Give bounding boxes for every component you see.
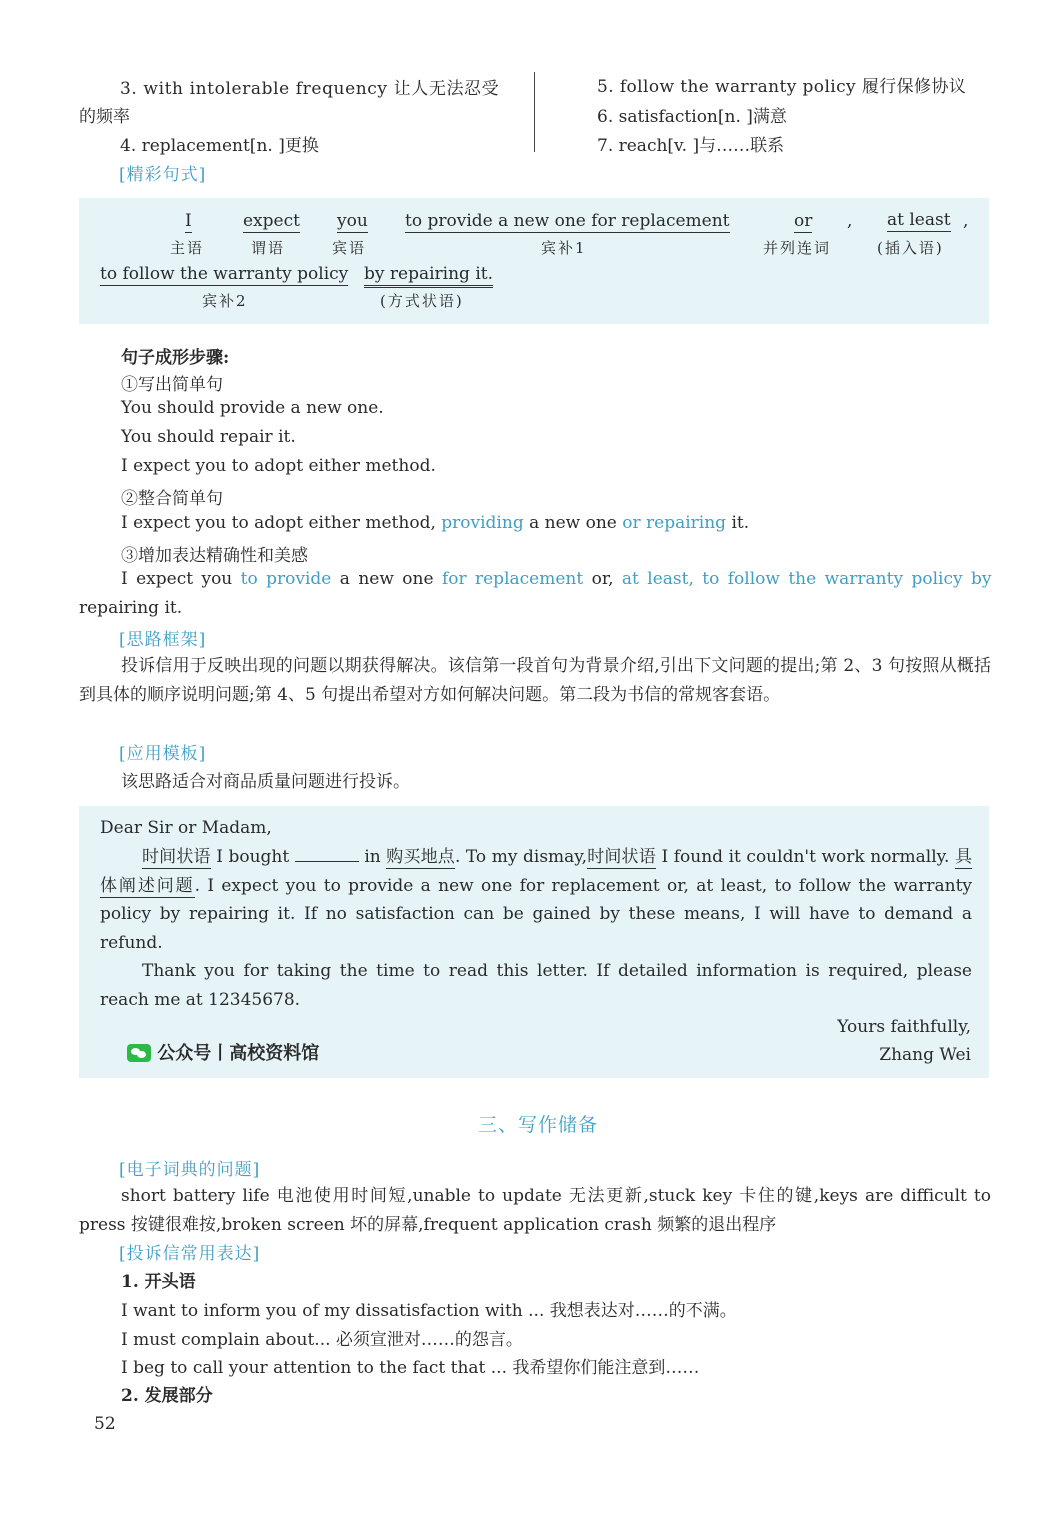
letter-p1-c: . To my dismay, <box>454 847 588 867</box>
word-to-follow: to follow the warranty policy <box>100 264 349 284</box>
comma-2: , <box>963 211 969 231</box>
vocab-item-6: 6. satisfaction[n. ]满意 <box>597 107 787 127</box>
placeholder-time-2: 时间状语 <box>587 847 656 867</box>
heading-dictionary-problems: [电子词典的问题] <box>119 1160 261 1180</box>
expr-item-3: I beg to call your attention to the fact that ... 我希望你们能注意到…… <box>121 1358 700 1378</box>
step-3-title: ③增加表达精确性和美感 <box>121 546 308 566</box>
final-part-2: to provide <box>240 569 332 589</box>
combined-part-b: providing <box>441 513 524 533</box>
vocab-item-4: 4. replacement[n. ]更换 <box>120 136 319 156</box>
simple-sentence-3: I expect you to adopt either method. <box>121 456 436 476</box>
final-part-7: to follow the warranty policy by <box>702 569 992 589</box>
letter-p1-a: I bought <box>210 847 295 867</box>
label-object: 宾语 <box>332 239 367 257</box>
label-complement-2: 宾补2 <box>202 292 248 310</box>
letter-closing: Yours faithfully, <box>837 1017 971 1037</box>
wechat-icon <box>127 1044 151 1062</box>
heading-framework: [思路框架] <box>119 630 207 650</box>
final-sentence-cont: repairing it. <box>79 598 183 618</box>
label-conjunction: 并列连词 <box>763 239 832 257</box>
final-part-1: I expect you <box>121 569 233 589</box>
simple-sentence-2: You should repair it. <box>121 427 296 447</box>
letter-greeting: Dear Sir or Madam, <box>100 818 272 838</box>
word-to-provide: to provide a new one for replacement <box>405 211 730 231</box>
step-1-title: ①写出简单句 <box>121 375 223 395</box>
label-manner-adverbial: (方式状语) <box>380 292 464 310</box>
placeholder-time-1: 时间状语 <box>142 847 211 867</box>
word-at-least: at least <box>887 210 951 230</box>
final-part-5: or, <box>591 569 614 589</box>
steps-title: 句子成形步骤: <box>121 348 230 368</box>
heading-template: [应用模板] <box>119 744 207 764</box>
placeholder-place: 购买地点 <box>386 847 455 867</box>
page-number: 52 <box>94 1414 116 1434</box>
combined-part-c: a new one <box>529 513 617 533</box>
final-sentence <box>121 569 991 589</box>
framework-text: 投诉信用于反映出现的问题以期获得解决。该信第一段首句为背景介绍,引出下文问题的提出;第 2、3 句按照从概括到具体的顺序说明问题;第 4、5 句提出希望对方如何解决问题。第二段为书信的常规客套语。 <box>79 656 991 705</box>
word-or: or <box>794 211 813 231</box>
sentence-analysis-panel <box>79 198 989 324</box>
blank-item <box>295 861 359 862</box>
expr-heading-development: 2. 发展部分 <box>121 1386 213 1406</box>
combined-sentence <box>121 513 749 533</box>
final-part-4: for replacement <box>441 569 584 589</box>
expr-item-2: I must complain about... 必须宣泄对……的怨言。 <box>121 1330 523 1350</box>
vocab-item-3-cont: 的频率 <box>79 107 130 127</box>
expr-heading-opening: 1. 开头语 <box>121 1272 196 1292</box>
watermark <box>127 1039 319 1065</box>
step-2-title: ②整合简单句 <box>121 489 223 509</box>
final-part-6: at least, <box>621 569 694 589</box>
vocab-item-5: 5. follow the warranty policy 履行保修协议 <box>597 77 967 97</box>
label-complement-1: 宾补1 <box>541 239 587 257</box>
letter-p1-b: in <box>358 847 387 867</box>
letter-panel <box>79 806 989 1078</box>
vocab-item-3: 3. with intolerable frequency 让人无法忍受 <box>120 79 500 99</box>
letter-p1-d: I found it couldn't work normally. <box>655 847 955 867</box>
label-predicate: 谓语 <box>251 239 286 257</box>
part-3-title: 三、写作储备 <box>478 1114 599 1136</box>
letter-signature: Zhang Wei <box>879 1045 971 1065</box>
final-part-3: a new one <box>339 569 434 589</box>
word-you: you <box>337 211 368 231</box>
combined-part-e: it. <box>731 513 750 533</box>
combined-part-d: or repairing <box>622 513 727 533</box>
letter-p1-e: . I expect you to provide a new one for replacement or, at least, to follow the warranty policy by repairing it. If no satisfaction can be gained by these means, I will have to demand a refund. <box>100 875 973 953</box>
simple-sentence-1: You should provide a new one. <box>121 398 384 418</box>
word-i: I <box>185 211 192 231</box>
word-expect: expect <box>243 211 300 231</box>
column-divider <box>534 72 535 152</box>
watermark-text: 公众号丨高校资料馆 <box>157 1043 320 1064</box>
comma-1: , <box>847 211 853 231</box>
template-intro: 该思路适合对商品质量问题进行投诉。 <box>121 772 410 792</box>
vocab-item-7: 7. reach[v. ]与……联系 <box>597 136 785 156</box>
label-parenthesis: (插入语) <box>877 239 944 257</box>
letter-paragraph-1 <box>100 843 972 957</box>
expr-item-1: I want to inform you of my dissatisfaction with ... 我想表达对……的不满。 <box>121 1301 737 1321</box>
word-by-repairing: by repairing it. <box>364 264 493 288</box>
heading-common-expressions: [投诉信常用表达] <box>119 1244 261 1264</box>
combined-part-a: I expect you to adopt either method, <box>121 513 436 533</box>
label-subject: 主语 <box>170 239 205 257</box>
placeholder-problem: 具体阐述问题 <box>100 847 972 896</box>
letter-paragraph-2: Thank you for taking the time to read this letter. If detailed information is required, please reach me at 12345678. <box>100 961 972 1010</box>
heading-sentence-pattern: [精彩句式] <box>119 165 207 185</box>
dictionary-problems-text: short battery life 电池使用时间短,unable to update 无法更新,stuck key 卡住的键,keys are difficult to press 按键很难按,broken screen 坏的屏幕,frequent application crash 频繁的退出程序 <box>79 1186 991 1235</box>
